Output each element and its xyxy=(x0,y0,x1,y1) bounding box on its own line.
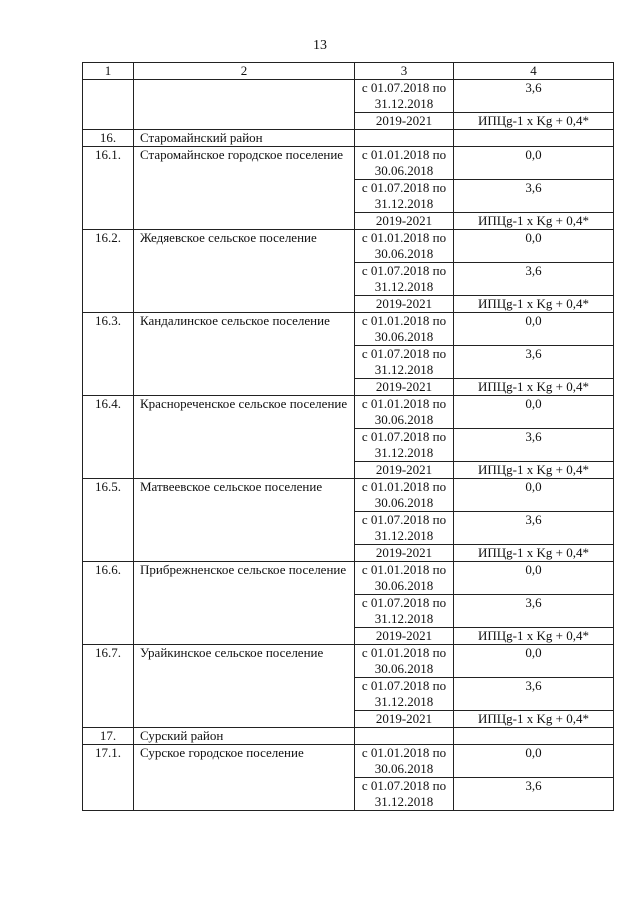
value-cell: ИПЦg-1 x Kg + 0,4* xyxy=(454,213,614,230)
value-cell: 3,6 xyxy=(454,429,614,462)
table-row xyxy=(83,147,614,180)
table-row-heading xyxy=(83,728,614,745)
row-number: 16.1. xyxy=(83,147,134,230)
value-cell: 3,6 xyxy=(454,263,614,296)
period-cell xyxy=(355,130,454,147)
period-cell: с 01.07.2018 по 31.12.2018 xyxy=(355,512,454,545)
value-cell: 0,0 xyxy=(454,745,614,778)
table-row-heading xyxy=(83,130,614,147)
period-cell: с 01.01.2018 по 30.06.2018 xyxy=(355,147,454,180)
settlement-name xyxy=(134,80,355,130)
period-cell: с 01.01.2018 по 30.06.2018 xyxy=(355,562,454,595)
row-number: 16.2. xyxy=(83,230,134,313)
period-cell: с 01.07.2018 по 31.12.2018 xyxy=(355,429,454,462)
period-cell: 2019-2021 xyxy=(355,545,454,562)
value-cell: 3,6 xyxy=(454,80,614,113)
settlement-name: Прибрежненское сельское поселение xyxy=(134,562,355,645)
period-cell: с 01.07.2018 по 31.12.2018 xyxy=(355,346,454,379)
header-cell: 3 xyxy=(355,63,454,80)
period-cell: 2019-2021 xyxy=(355,113,454,130)
value-cell: ИПЦg-1 x Kg + 0,4* xyxy=(454,711,614,728)
settlement-name: Жедяевское сельское поселение xyxy=(134,230,355,313)
header-cell: 1 xyxy=(83,63,134,80)
table-row xyxy=(83,80,614,113)
value-cell: ИПЦg-1 x Kg + 0,4* xyxy=(454,628,614,645)
table-row xyxy=(83,396,614,429)
period-cell: 2019-2021 xyxy=(355,379,454,396)
value-cell: 3,6 xyxy=(454,778,614,811)
period-cell: с 01.07.2018 по 31.12.2018 xyxy=(355,80,454,113)
period-cell: с 01.07.2018 по 31.12.2018 xyxy=(355,263,454,296)
district-name: Старомайнский район xyxy=(134,130,355,147)
period-cell: с 01.01.2018 по 30.06.2018 xyxy=(355,230,454,263)
period-cell: 2019-2021 xyxy=(355,296,454,313)
period-cell: 2019-2021 xyxy=(355,462,454,479)
value-cell: 0,0 xyxy=(454,396,614,429)
tariff-table xyxy=(82,62,614,811)
period-cell: с 01.07.2018 по 31.12.2018 xyxy=(355,595,454,628)
table-row xyxy=(83,562,614,595)
table-row xyxy=(83,645,614,678)
row-number: 16.7. xyxy=(83,645,134,728)
row-number: 16.5. xyxy=(83,479,134,562)
value-cell: ИПЦg-1 x Kg + 0,4* xyxy=(454,379,614,396)
period-cell: с 01.07.2018 по 31.12.2018 xyxy=(355,180,454,213)
value-cell: 0,0 xyxy=(454,313,614,346)
settlement-name: Старомайнское городское поселение xyxy=(134,147,355,230)
settlement-name: Урайкинское сельское поселение xyxy=(134,645,355,728)
row-number: 16. xyxy=(83,130,134,147)
table-row xyxy=(83,230,614,263)
value-cell xyxy=(454,130,614,147)
period-cell: с 01.01.2018 по 30.06.2018 xyxy=(355,745,454,778)
row-number xyxy=(83,80,134,130)
value-cell: 0,0 xyxy=(454,645,614,678)
row-number: 16.4. xyxy=(83,396,134,479)
value-cell: 3,6 xyxy=(454,595,614,628)
value-cell: 0,0 xyxy=(454,479,614,512)
header-cell: 4 xyxy=(454,63,614,80)
row-number: 16.6. xyxy=(83,562,134,645)
value-cell: ИПЦg-1 x Kg + 0,4* xyxy=(454,545,614,562)
period-cell: 2019-2021 xyxy=(355,628,454,645)
district-name: Сурский район xyxy=(134,728,355,745)
value-cell: 3,6 xyxy=(454,512,614,545)
period-cell xyxy=(355,728,454,745)
value-cell: ИПЦg-1 x Kg + 0,4* xyxy=(454,113,614,130)
table-header-row xyxy=(83,63,614,80)
value-cell: ИПЦg-1 x Kg + 0,4* xyxy=(454,296,614,313)
period-cell: с 01.07.2018 по 31.12.2018 xyxy=(355,678,454,711)
period-cell: с 01.07.2018 по 31.12.2018 xyxy=(355,778,454,811)
row-number: 17. xyxy=(83,728,134,745)
value-cell: 3,6 xyxy=(454,678,614,711)
value-cell: 3,6 xyxy=(454,180,614,213)
table-row xyxy=(83,313,614,346)
table-row xyxy=(83,745,614,778)
row-number: 16.3. xyxy=(83,313,134,396)
period-cell: 2019-2021 xyxy=(355,711,454,728)
row-number: 17.1. xyxy=(83,745,134,811)
period-cell: 2019-2021 xyxy=(355,213,454,230)
settlement-name: Матвеевское сельское поселение xyxy=(134,479,355,562)
settlement-name: Кандалинское сельское поселение xyxy=(134,313,355,396)
value-cell: 0,0 xyxy=(454,147,614,180)
header-cell: 2 xyxy=(134,63,355,80)
settlement-name: Краснореченское сельское поселение xyxy=(134,396,355,479)
period-cell: с 01.01.2018 по 30.06.2018 xyxy=(355,396,454,429)
value-cell: 0,0 xyxy=(454,230,614,263)
page-number: 13 xyxy=(313,38,327,53)
value-cell: ИПЦg-1 x Kg + 0,4* xyxy=(454,462,614,479)
table-body xyxy=(83,63,614,811)
value-cell: 3,6 xyxy=(454,346,614,379)
value-cell: 0,0 xyxy=(454,562,614,595)
settlement-name: Сурское городское поселение xyxy=(134,745,355,811)
value-cell xyxy=(454,728,614,745)
period-cell: с 01.01.2018 по 30.06.2018 xyxy=(355,645,454,678)
period-cell: с 01.01.2018 по 30.06.2018 xyxy=(355,313,454,346)
table-row xyxy=(83,479,614,512)
period-cell: с 01.01.2018 по 30.06.2018 xyxy=(355,479,454,512)
